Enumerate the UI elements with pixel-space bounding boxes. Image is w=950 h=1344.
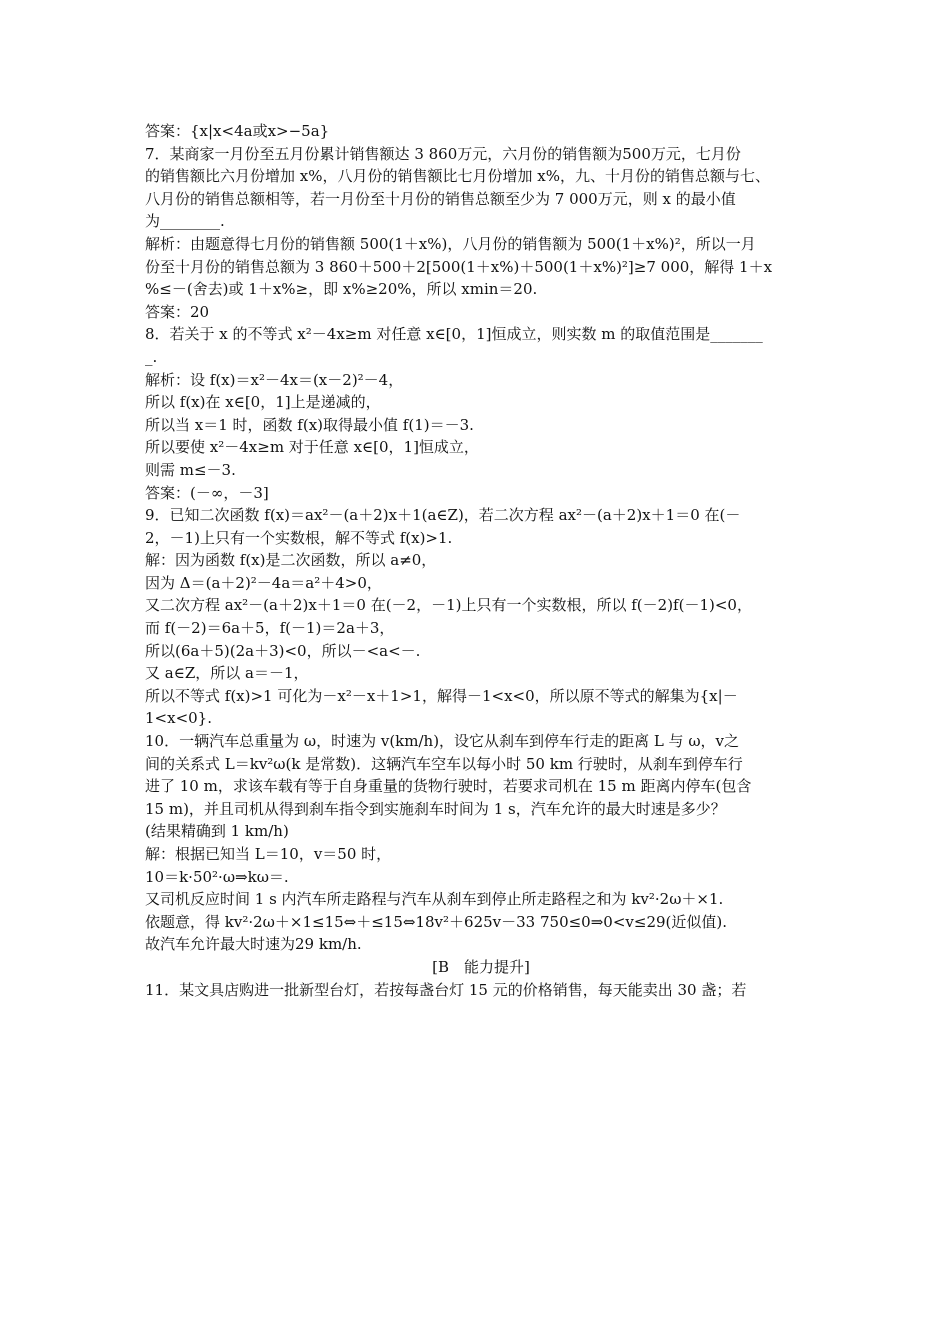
text-line: 依题意，得 kv²·2ω＋×1≤15⇔＋≤15⇔18v²＋625v－33 750≤0⇒0<v≤29(近似值).	[145, 912, 728, 931]
text-line: 则需 m≤－3.	[145, 460, 236, 479]
text-line: 7．某商家一月份至五月份累计销售额达 3 860万元，六月份的销售额为500万元，七月份	[145, 144, 741, 163]
text-line: 1<x<0}.	[145, 709, 212, 728]
text-line: 解析：由题意得七月份的销售额 500(1＋x%)，八月份的销售额为 500(1＋x%)²，所以一月	[145, 234, 756, 253]
text-line: 所以(6a＋5)(2a＋3)<0，所以－<a<－.	[145, 641, 421, 660]
text-line: 间的关系式 L＝kv²ω(k 是常数)．这辆汽车空车以每小时 50 km 行驶时，从刹车到停车行	[145, 754, 743, 773]
text-line: 15 m)，并且司机从得到刹车指令到实施刹车时间为 1 s，汽车允许的最大时速是多少？	[145, 799, 726, 818]
text-line: 所以 f(x)在 x∈[0，1]上是递减的，	[145, 393, 381, 412]
text-line: 份至十月份的销售总额为 3 860＋500＋2[500(1＋x%)＋500(1＋x%)²]≥7 000，解得 1＋x	[145, 257, 773, 276]
text-line: 解：根据已知当 L＝10，v＝50 时，	[145, 845, 392, 863]
text-line: 答案：20	[145, 302, 210, 321]
text-line: 因为 Δ＝(a＋2)²－4a＝a²＋4>0，	[145, 573, 382, 592]
text-line: 进了 10 m，求该车载有等于自身重量的货物行驶时，若要求司机在 15 m 距离内停车(包含	[145, 777, 752, 796]
text-line: 9．已知二次函数 f(x)＝ax²－(a＋2)x＋1(a∈Z)，若二次方程 ax²－(a＋2)x＋1＝0 在(－	[145, 506, 741, 525]
text-line: 为________.	[145, 212, 225, 231]
text-line: 10＝k·50²·ω⇒kω＝.	[145, 867, 289, 886]
text-line: 所以当 x＝1 时，函数 f(x)取得最小值 f(1)＝－3.	[145, 415, 474, 434]
text-line: 8．若关于 x 的不等式 x²－4x≥m 对任意 x∈[0，1]恒成立，则实数 m 的取值范围是_______	[145, 325, 763, 344]
text-line: 答案：(－∞，－3]	[145, 483, 269, 502]
text-line: 又 a∈Z，所以 a＝－1，	[145, 664, 309, 683]
text-line: (结果精确到 1 km/h)	[145, 822, 289, 841]
section-title: [B 能力提升]	[432, 957, 530, 976]
text-line: 八月份的销售总额相等，若一月份至十月份的销售总额至少为 7 000万元，则 x 的最小值	[145, 189, 736, 208]
text-line: 10．一辆汽车总重量为 ω，时速为 v(km/h)，设它从刹车到停车行走的距离 L 与 ω，v之	[145, 732, 740, 751]
text-line: 所以不等式 f(x)>1 可化为－x²－x＋1>1，解得－1<x<0，所以原不等式的解集为{x|－	[145, 686, 738, 705]
text-line: 又二次方程 ax²－(a＋2)x＋1＝0 在(－2，－1)上只有一个实数根，所以 f(－2)f(－1)<0，	[145, 596, 752, 615]
text-line: 所以要使 x²－4x≥m 对于任意 x∈[0，1]恒成立，	[145, 438, 479, 457]
text-line: 2，－1)上只有一个实数根，解不等式 f(x)>1.	[145, 528, 453, 547]
text-line: 解析：设 f(x)＝x²－4x＝(x－2)²－4，	[145, 370, 404, 389]
text-line: 11．某文具店购进一批新型台灯，若按每盏台灯 15 元的价格销售，每天能卖出 30 盏；若	[145, 980, 747, 999]
text-line: 故汽车允许最大时速为29 km/h.	[145, 935, 362, 954]
text-line: 的销售额比六月份增加 x%，八月份的销售额比七月份增加 x%，九、十月份的销售总额与七、	[145, 167, 770, 186]
text-line: 而 f(－2)＝6a＋5，f(－1)＝2a＋3，	[145, 619, 395, 638]
text-line: 解：因为函数 f(x)是二次函数，所以 a≠0，	[145, 551, 437, 570]
text-line: 答案：{x|x<4a或x>−5a}	[145, 122, 330, 140]
text-line: %≤－(舍去)或 1＋x%≥，即 x%≥20%，所以 xmin＝20.	[145, 280, 538, 299]
document-page	[145, 120, 817, 1001]
text-line: 又司机反应时间 1 s 内汽车所走路程与汽车从刹车到停止所走路程之和为 kv²·2ω＋×1.	[145, 890, 724, 909]
text-line: _.	[145, 347, 158, 366]
